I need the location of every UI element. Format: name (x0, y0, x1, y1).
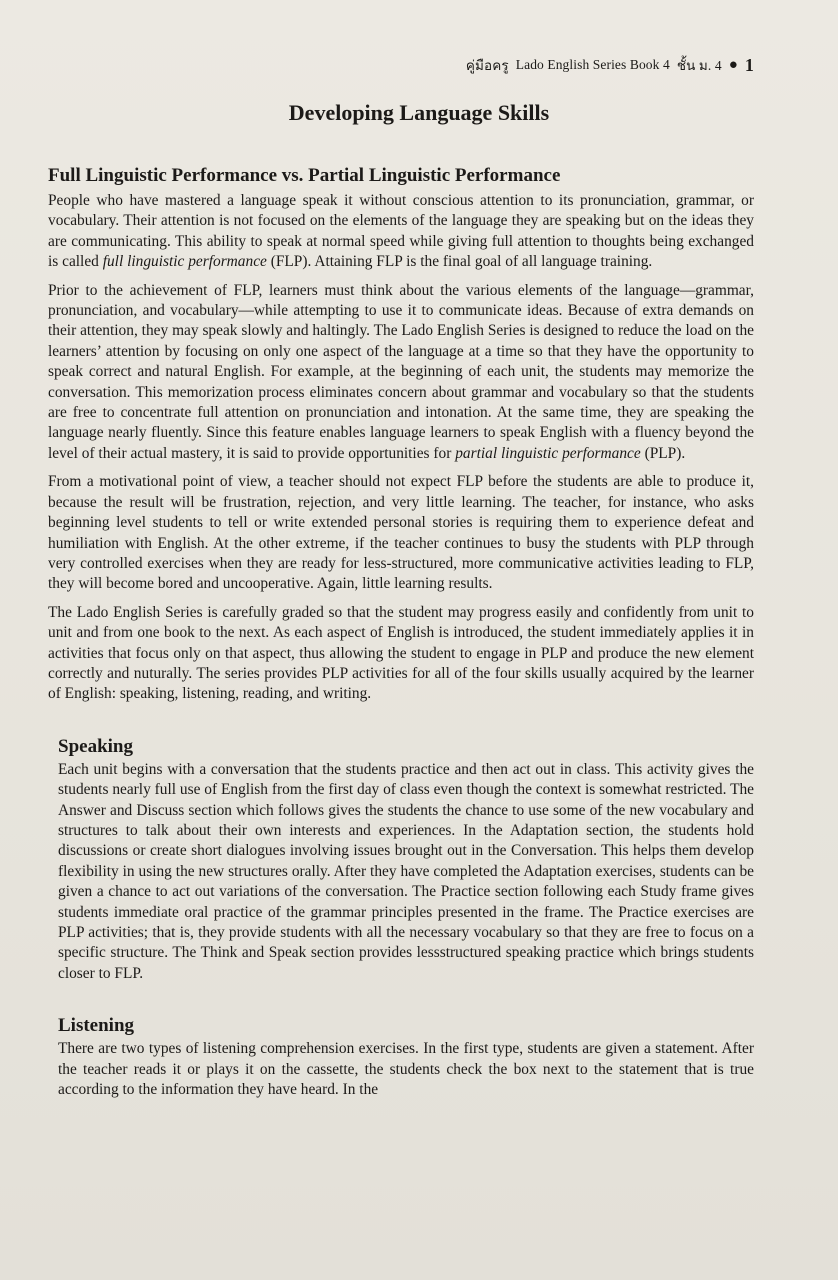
page-title: Developing Language Skills (288, 100, 550, 125)
header-thai-prefix: คู่มือครู (465, 58, 509, 73)
section-listening (48, 1014, 754, 1100)
body-text (48, 164, 754, 1108)
emphasis-term: partial linguistic performance (455, 444, 641, 462)
section-heading-listening: Listening (58, 1015, 135, 1037)
section-heading-speaking: Speaking (58, 735, 133, 757)
paragraph: From a motivational point of view, a teacher should not expect FLP before the students are able to produce it, because the result will be frustration, rejection, and very little learning. The teacher, for instance, who asks beginning level students to tell or write extended personal stories is requiring them to experience defeat and humiliation with English. At the other extreme, if the teacher continues to busy the students with PLP through very controlled exercises when they are ready for less-structured, more communicative activities leading to FLP, they will become bored and uncooperative. Again, little learning results. (48, 473, 754, 593)
header-series: Lado English Series Book 4 (515, 57, 670, 72)
paragraph: The Lado English Series is carefully graded so that the student may progress easily and confidently from unit to unit and from one book to the next. As each aspect of English is introduced, the student immediately applies it in activities that focus only on that aspect, thus allowing the student to engage in PLP and produce the new element correctly and nuturally. The series provides PLP activities for all of the four skills usually acquired by the learner of English: speaking, listening, reading, and writing. (48, 603, 754, 703)
header-bullet: ● (728, 56, 738, 73)
page-number: 1 (744, 54, 754, 75)
text-run: People who have mastered a language speak it without conscious attention to its pronunciation, grammar, or vocabulary. Their attention is not focused on the elements of the language they are speaking but on the ideas they are communicating. This ability to speak at normal speed while giving full attention to thoughts being exchanged is called (48, 192, 754, 271)
section-flp (48, 164, 754, 705)
running-header (466, 54, 754, 76)
paragraph (48, 281, 754, 465)
text-run: (FLP). Attaining FLP is the final goal of all language training. (266, 253, 653, 271)
section-heading-flp: Full Linguistic Performance vs. Partial Linguistic Performance (48, 165, 561, 186)
emphasis-term: full linguistic performance (102, 253, 267, 271)
section-speaking (48, 735, 754, 984)
paragraph: Each unit begins with a conversation that the students practice and then act out in class. This activity gives the students nearly full use of English from the first day of class even though the context is somewhat restricted. The Answer and Discuss section which follows gives the students the chance to use some of the new vocabulary and structures to talk about their own interests and experiences. In the Adaptation section, the students hold discussions or create short dialogues involving issues brought out in the Conversation. This helps them develop flexibility in using the new structures orally. After they have completed the Adaptation exercises, students can be given a chance to act out variations of the conversation. The Practice section following each Study frame gives students immediate oral practice of the grammar principles presented in the frame. The Practice exercises are PLP activities; that is, they provide students with all the necessary vocabulary so that they are free to focus on a specific structure. The Think and Speak section provides lessstructured speaking practice which brings students closer to FLP. (58, 760, 754, 982)
text-run: (PLP). (640, 444, 686, 462)
header-level: ชั้น ม. 4 (676, 58, 722, 73)
text-run: Prior to the achievement of FLP, learners must think about the various elements of the language—grammar, pronunciation, and vocabulary—while attempting to use it to communicate ideas. Because of extra demands on their attention, they may speak slowly and haltingly. The Lado English Series is designed to reduce the load on the learners’ attention by focusing on only one aspect of the language at a time so that they have the opportunity to speak correct and natural English. For example, at the beginning of each unit, the students may memorize the conversation. This memorization process eliminates concern about grammar and vocabulary so that the students are free to concentrate full attention on pronunciation and intonation. At the same time, they are speaking the language nearly fluently. Since this feature enables language learners to speak English with a fluency beyond the level of their actual mastery, it is said to provide opportunities for (48, 281, 754, 462)
paragraph: There are two types of listening comprehension exercises. In the first type, students are given a statement. After the teacher reads it or plays it on the cassette, the students check the box next to the statement that is true according to the information they have heard. In the (58, 1040, 754, 1099)
paragraph (48, 191, 754, 273)
